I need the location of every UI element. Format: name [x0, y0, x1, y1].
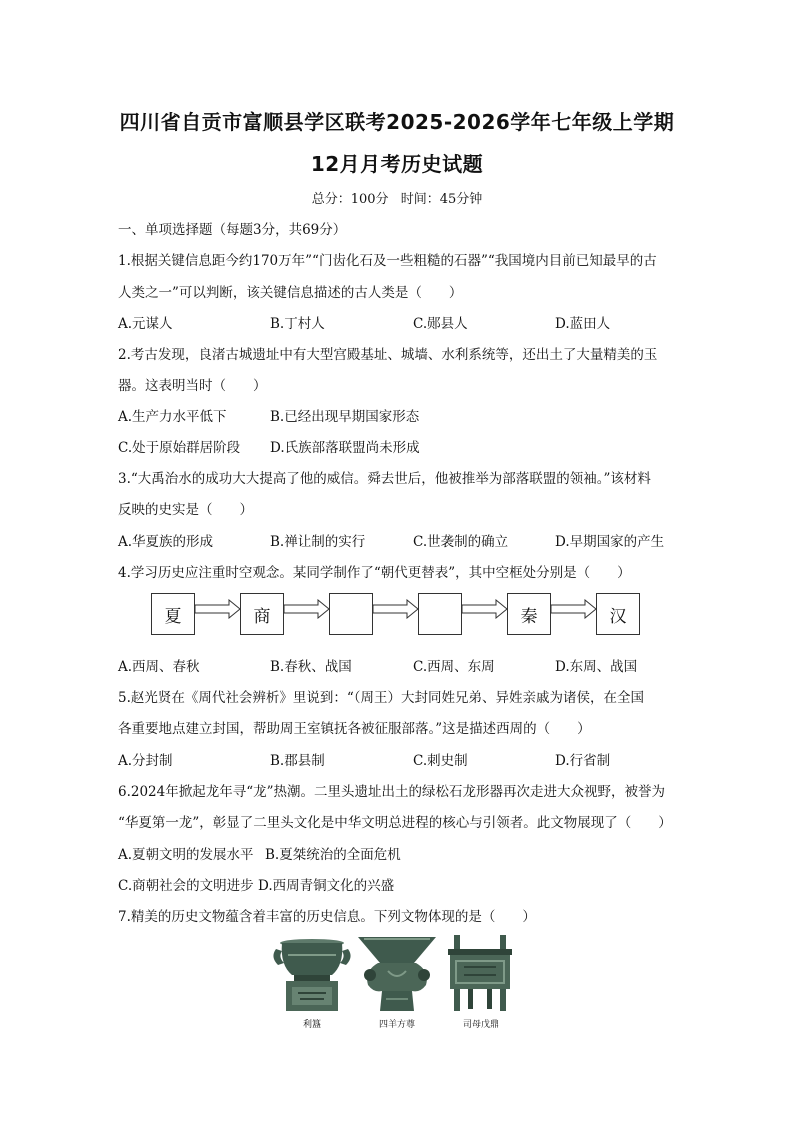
artifact-label-1: 利簋	[302, 1020, 321, 1030]
timeline-arrow-2	[284, 599, 330, 619]
q3-option-c[interactable]: C.世袭制的确立	[413, 534, 509, 550]
q3-option-a[interactable]: A.华夏族的形成	[118, 534, 214, 550]
simuwu-ding-image	[444, 935, 516, 1013]
q1-option-b[interactable]: B.丁村人	[270, 316, 325, 332]
q1-option-c[interactable]: C.郧县人	[413, 316, 468, 332]
q2-option-b[interactable]: B.已经出现早期国家形态	[270, 409, 420, 425]
timeline-arrow-3	[373, 599, 419, 619]
timeline-box-blank-1	[329, 593, 373, 635]
q1-option-a[interactable]: A.元谋人	[118, 316, 173, 332]
q6-option-a[interactable]: A.夏朝文明的发展水平	[118, 847, 254, 863]
q2-option-a[interactable]: A.生产力水平低下	[118, 409, 227, 425]
exam-meta	[0, 188, 794, 207]
question-5-line-1: 5.赵光贤在《周代社会辨析》里说到：“（周王）大封同姓兄弟、异姓亲戚为诸侯，在全国	[118, 690, 645, 706]
q5-option-a[interactable]: A.分封制	[118, 753, 173, 769]
exam-time: 时间：45分钟	[400, 192, 483, 207]
li-gui-vessel-image	[270, 935, 354, 1013]
q1-option-d[interactable]: D.蓝田人	[555, 316, 611, 332]
q2-option-c[interactable]: C.处于原始群居阶段	[118, 440, 241, 456]
question-1-line-1: 1.根据关键信息距今约170万年”“门齿化石及一些粗糙的石器”“我国境内目前已知最早的古	[118, 253, 657, 269]
section-heading: 一、单项选择题（每题3分，共69分）	[118, 222, 347, 238]
timeline-box-2: 商	[240, 593, 284, 635]
question-2-line-2: 器。这表明当时（ ）	[118, 378, 267, 394]
question-3-line-1: 3.“大禹治水的成功大大提高了他的威信。舜去世后，他被推举为部落联盟的领袖。”该材料	[118, 471, 651, 487]
q6-option-b[interactable]: B.夏桀统治的全面危机	[265, 847, 401, 863]
timeline-arrow-4	[462, 599, 508, 619]
timeline-arrow-5	[551, 599, 597, 619]
q4-option-a[interactable]: A.西周、春秋	[118, 659, 200, 675]
timeline-box-6: 汉	[596, 593, 640, 635]
q5-option-c[interactable]: C.刺史制	[413, 753, 468, 769]
exam-title-line1: 四川省自贡市富顺县学区联考2025-2026学年七年级上学期	[119, 110, 675, 134]
timeline-box-blank-2	[418, 593, 462, 635]
question-3-line-2: 反映的史实是（ ）	[118, 502, 253, 518]
question-5-line-2: 各重要地点建立封国，帮助周王室镇抚各被征服部落。”这是描述西周的（ ）	[118, 721, 591, 737]
q4-option-c[interactable]: C.西周、东周	[413, 659, 495, 675]
timeline-arrow-1	[195, 599, 241, 619]
question-4-line-1: 4.学习历史应注重时空观念。某同学制作了“朝代更替表”，其中空框处分别是（ ）	[118, 565, 631, 581]
timeline-box-1: 夏	[151, 593, 195, 635]
exam-title-line2: 12月月考历史试题	[310, 152, 484, 176]
question-7-line-1: 7.精美的历史文物蕴含着丰富的历史信息。下列文物体现的是（ ）	[118, 909, 536, 925]
q3-option-b[interactable]: B.禅让制的实行	[270, 534, 366, 550]
question-6-line-1: 6.2024年掀起龙年寻“龙”热潮。二里头遗址出土的绿松石龙形器再次走进大众视野，被誉为	[118, 784, 666, 800]
four-ram-zun-image	[356, 935, 438, 1013]
q5-option-b[interactable]: B.郡县制	[270, 753, 325, 769]
question-1-line-2: 人类之一”可以判断，该关键信息描述的古人类是（ ）	[118, 285, 463, 301]
q4-option-d[interactable]: D.东周、战国	[555, 659, 638, 675]
artifact-label-3: 司母戊鼎	[462, 1020, 499, 1030]
q4-option-b[interactable]: B.春秋、战国	[270, 659, 352, 675]
timeline-box-5: 秦	[507, 593, 551, 635]
total-score: 总分：100分	[311, 192, 389, 207]
q6-option-c[interactable]: C.商朝社会的文明进步	[118, 878, 254, 894]
q5-option-d[interactable]: D.行省制	[555, 753, 611, 769]
question-2-line-1: 2.考古发现，良渚古城遗址中有大型宫殿基址、城墙、水利系统等，还出土了大量精美的玉	[118, 347, 658, 363]
q2-option-d[interactable]: D.氏族部落联盟尚未形成	[270, 440, 420, 456]
question-6-line-2: “华夏第一龙”，彰显了二里头文化是中华文明总进程的核心与引领者。此文物展现了（ ）	[118, 815, 672, 831]
q3-option-d[interactable]: D.早期国家的产生	[555, 534, 665, 550]
q6-option-d[interactable]: D.西周青铜文化的兴盛	[258, 878, 395, 894]
artifact-label-2: 四羊方尊	[378, 1020, 415, 1030]
